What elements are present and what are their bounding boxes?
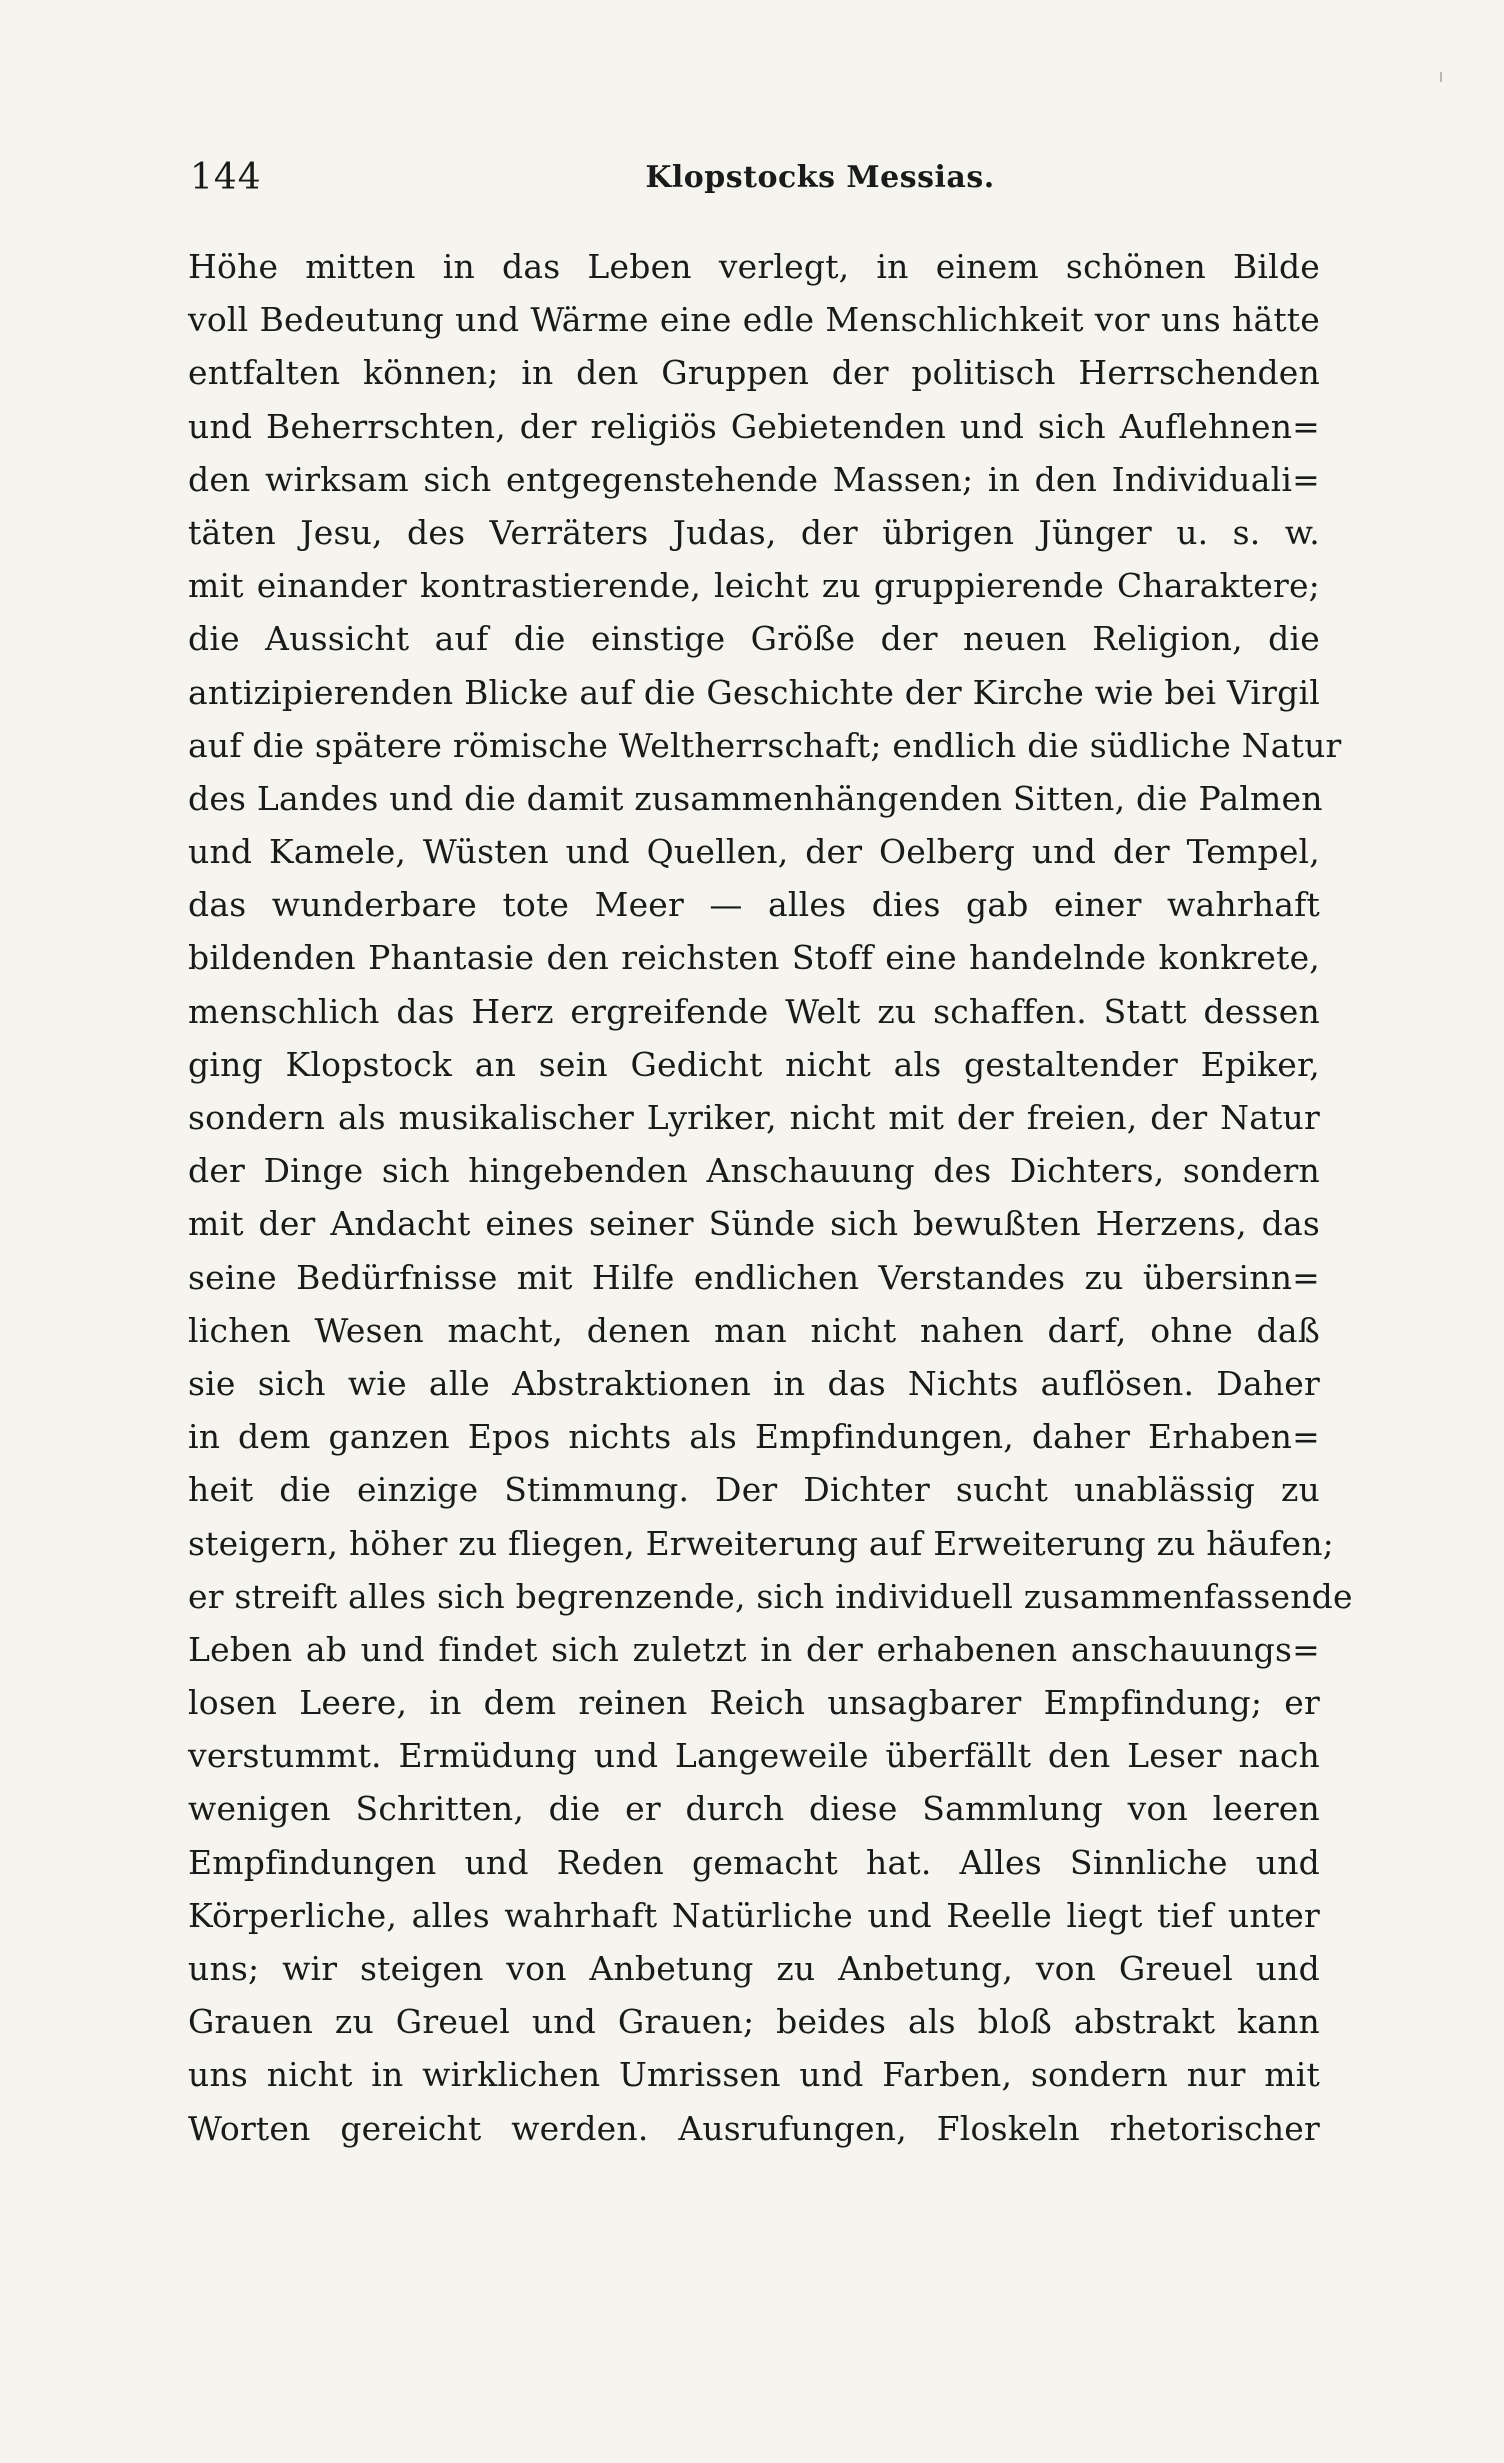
page-header (190, 148, 1320, 208)
text-line: wenigen Schritten, die er durch diese Sammlung von leeren (188, 1789, 1320, 1829)
running-head: Klopstocks Messias. (645, 160, 995, 195)
text-line: seine Bedürfnisse mit Hilfe endlichen Verstandes zu übersinn= (188, 1257, 1320, 1297)
text-line: entfalten können; in den Gruppen der politisch Herrschenden (188, 353, 1320, 393)
body-text (188, 240, 1353, 2155)
text-line: Körperliche, alles wahrhaft Natürliche und Reelle liegt tief unter (188, 1895, 1320, 1935)
text-line: täten Jesu, des Verräters Judas, der übrigen Jünger u. s. w. (188, 512, 1320, 552)
text-line: auf die spätere römische Weltherrschaft; endlich die südliche Natur (188, 725, 1342, 765)
text-line: Höhe mitten in das Leben verlegt, in einem schönen Bilde (188, 247, 1320, 286)
text-line: Worten gereicht werden. Ausrufungen, Floskeln rhetorischer (188, 2108, 1320, 2148)
text-line: sondern als musikalischer Lyriker, nicht mit der freien, der Natur (188, 1098, 1320, 1137)
text-line: ging Klopstock an sein Gedicht nicht als gestaltender Epiker, (188, 1044, 1320, 1084)
text-line: uns; wir steigen von Anbetung zu Anbetung, von Greuel und (188, 1949, 1320, 1988)
text-line: Leben ab und findet sich zuletzt in der erhabenen anschauungs= (188, 1629, 1320, 1669)
text-line: menschlich das Herz ergreifende Welt zu schaffen. Statt dessen (188, 991, 1320, 1031)
page-number: 144 (190, 157, 262, 198)
text-line: Grauen zu Greuel und Grauen; beides als bloß abstrakt kann (188, 2002, 1320, 2042)
text-line: uns nicht in wirklichen Umrissen und Farben, sondern nur mit (188, 2055, 1320, 2095)
text-line: heit die einzige Stimmung. Der Dichter sucht unablässig zu (188, 1470, 1320, 1510)
text-line: das wunderbare tote Meer — alles dies gab einer wahrhaft (188, 885, 1320, 925)
text-line: die Aussicht auf die einstige Größe der neuen Religion, die (188, 619, 1320, 659)
text-line: Empfindungen und Reden gemacht hat. Alles Sinnliche und (188, 1842, 1320, 1882)
text-line: losen Leere, in dem reinen Reich unsagbarer Empfindung; er (188, 1683, 1320, 1723)
text-line: sie sich wie alle Abstraktionen in das Nichts auflösen. Daher (188, 1363, 1320, 1403)
text-line: des Landes und die damit zusammenhängenden Sitten, die Palmen (188, 778, 1323, 818)
text-line: mit der Andacht eines seiner Sünde sich bewußten Herzens, das (188, 1204, 1320, 1244)
text-line: bildenden Phantasie den reichsten Stoff eine handelnde konkrete, (188, 938, 1320, 978)
text-line: steigern, höher zu fliegen, Erweiterung auf Erweiterung zu häufen; (188, 1523, 1334, 1563)
text-line: und Beherrschten, der religiös Gebietenden und sich Auflehnen= (188, 406, 1320, 446)
text-line: lichen Wesen macht, denen man nicht nahen darf, ohne daß (188, 1310, 1320, 1350)
text-line: den wirksam sich entgegenstehende Massen; in den Individuali= (188, 459, 1320, 499)
text-line: der Dinge sich hingebenden Anschauung des Dichters, sondern (188, 1151, 1320, 1191)
text-line: verstummt. Ermüdung und Langeweile überfällt den Leser nach (188, 1736, 1320, 1776)
text-line: und Kamele, Wüsten und Quellen, der Oelberg und der Tempel, (188, 832, 1320, 872)
margin-mark (1440, 72, 1442, 82)
text-line: in dem ganzen Epos nichts als Empfindungen, daher Erhaben= (188, 1417, 1320, 1457)
text-line: mit einander kontrastierende, leicht zu gruppierende Charaktere; (188, 566, 1320, 606)
text-line: voll Bedeutung und Wärme eine edle Menschlichkeit vor uns hätte (188, 300, 1320, 340)
text-line: er streift alles sich begrenzende, sich individuell zusammenfassende (188, 1576, 1353, 1616)
text-line: antizipierenden Blicke auf die Geschichte der Kirche wie bei Virgil (188, 672, 1320, 712)
